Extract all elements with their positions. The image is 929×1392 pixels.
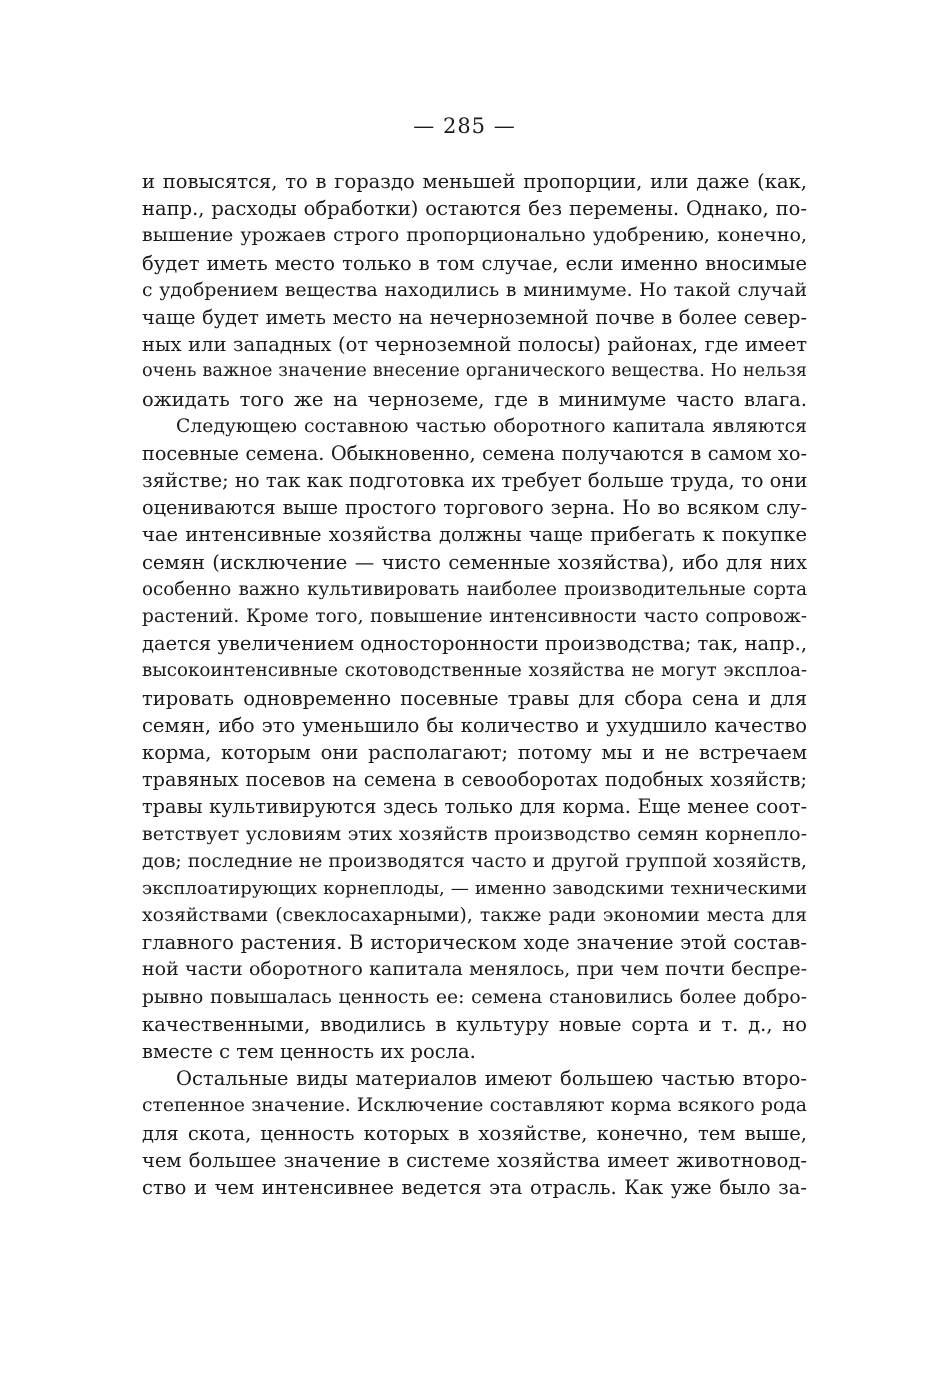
text-line: Следующею составною частью оборотного капитала являются bbox=[176, 415, 807, 437]
text-line: чаще будет иметь место на нечерноземной почве в более север- bbox=[142, 305, 807, 329]
text-line: и повысятся, то в гораздо меньшей пропорции, или даже (как, bbox=[142, 170, 807, 193]
text-line: степенное значение. Исключение составляют корма всякого рода bbox=[142, 1095, 807, 1117]
text-line: для скота, ценность которых в хозяйстве, конечно, тем выше, bbox=[142, 1121, 807, 1145]
text-line: Остальные виды материалов имеют большею частью второ- bbox=[176, 1067, 807, 1091]
text-line: растений. Кроме того, повышение интенсивности часто сопровож- bbox=[142, 606, 807, 627]
text-line: чем большее значение в системе хозяйства имеет животновод- bbox=[142, 1148, 807, 1172]
text-line: травяных посевов на семена в севооборотах подобных хозяйств; bbox=[142, 768, 807, 792]
page-number: — 285 — bbox=[413, 114, 516, 138]
text-line: семян (исключение — чисто семенные хозяйства), ибо для них bbox=[142, 550, 807, 574]
text-line: эксплоатирующих корнеплоды, — именно заводскими техническими bbox=[142, 877, 807, 899]
text-line: тировать одновременно посевные травы для сбора сена и для bbox=[142, 686, 807, 710]
body-text bbox=[142, 168, 807, 1201]
text-line: рывно повышалась ценность ее: семена становились более добро- bbox=[142, 986, 807, 1008]
text-line: ветствует условиям этих хозяйств производство семян корнепло- bbox=[142, 822, 807, 845]
text-line: травы культивируются здесь только для корма. Еще менее соот- bbox=[142, 795, 807, 819]
text-line: зяйстве; но так как подготовка их требует больше труда, то они bbox=[142, 469, 807, 493]
text-line: особенно важно культивировать наиболее производительные сорта bbox=[142, 578, 807, 600]
text-line: корма, которым они располагают; потому мы и не встречаем bbox=[142, 740, 807, 764]
text-line: с удобрением вещества находились в минимуме. Но такой случай bbox=[142, 279, 807, 301]
paragraph-2 bbox=[142, 413, 807, 1066]
text-line: качественными, вводились в культуру новые сорта и т. д., но bbox=[142, 1012, 807, 1036]
text-line: чае интенсивные хозяйства должны чаще прибегать к покупке bbox=[142, 523, 807, 547]
text-line: вместе с тем ценность их росла. bbox=[142, 1040, 476, 1063]
text-line: ство и чем интенсивнее ведется эта отрасль. Как уже было за- bbox=[142, 1175, 807, 1199]
text-line: семян, ибо это уменьшило бы количество и ухудшило качество bbox=[142, 713, 807, 737]
paragraph-3 bbox=[142, 1065, 807, 1201]
text-line: ных или западных (от черноземной полосы) районах, где имеет bbox=[142, 333, 807, 357]
text-line: вышение урожаев строго пропорционально удобрению, конечно, bbox=[142, 224, 807, 247]
text-line: ожидать того же на черноземе, где в минимуме часто влага. bbox=[142, 387, 807, 411]
text-line: очень важное значение внесение органического вещества. Но нельзя bbox=[142, 361, 807, 382]
paragraph-1 bbox=[142, 168, 807, 413]
text-line: хозяйствами (свеклосахарными), также ради экономии места для bbox=[142, 905, 807, 927]
text-line: напр., расходы обработки) остаются без перемены. Однако, по- bbox=[142, 197, 807, 221]
text-line: дается увеличением односторонности производства; так, напр., bbox=[142, 632, 807, 656]
text-line: посевные семена. Обыкновенно, семена получаются в самом хо- bbox=[142, 441, 807, 465]
text-line: будет иметь место только в том случае, если именно вносимые bbox=[142, 251, 807, 275]
text-line: высокоинтенсивные скотоводственные хозяйства не могут эксплоа- bbox=[142, 660, 807, 682]
text-line: главного растения. В историческом ходе значение этой состав- bbox=[142, 931, 807, 955]
text-line: ной части оборотного капитала менялось, при чем почти беспре- bbox=[142, 958, 807, 981]
text-line: оцениваются выше простого торгового зерна. Но во всяком слу- bbox=[142, 496, 807, 520]
text-line: дов; последние не производятся часто и другой группой хозяйств, bbox=[142, 850, 807, 872]
